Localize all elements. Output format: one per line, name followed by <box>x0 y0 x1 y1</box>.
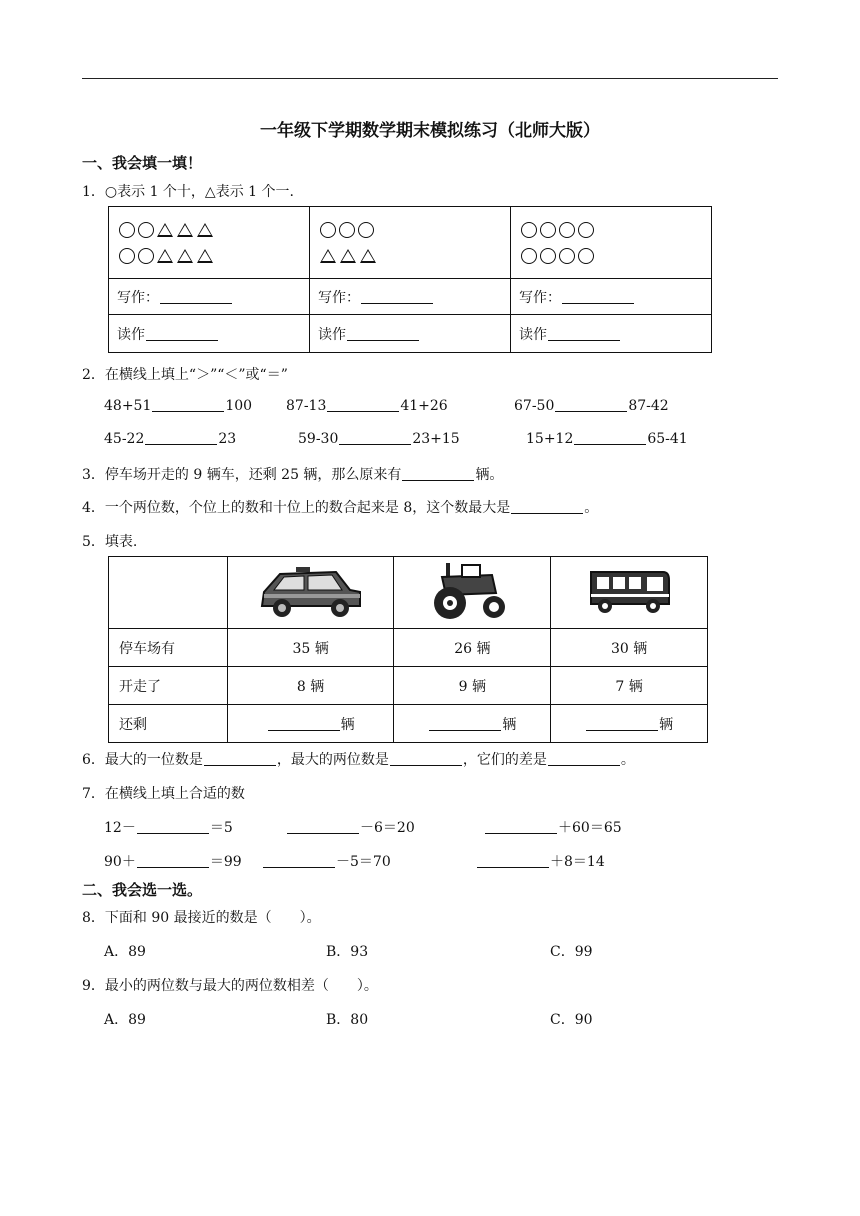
tractor-image-cell <box>394 557 551 629</box>
vehicle-table <box>108 556 708 743</box>
equation-item: ＋60＝65 <box>484 817 622 837</box>
answer-blank[interactable] <box>548 751 620 766</box>
answer-blank[interactable] <box>555 397 627 412</box>
answer-blank[interactable] <box>477 853 549 868</box>
car-icon <box>256 562 366 620</box>
equation-item: －5＝70 <box>262 851 391 871</box>
answer-blank[interactable] <box>485 819 557 834</box>
triangle-icon <box>340 249 356 263</box>
triangle-icon <box>320 249 336 263</box>
answer-blank[interactable] <box>137 853 209 868</box>
circle-icon <box>540 222 556 238</box>
triangle-icon <box>177 249 193 263</box>
answer-blank[interactable] <box>327 397 399 412</box>
option-c[interactable]: C．90 <box>550 1012 593 1028</box>
circle-icon <box>358 222 374 238</box>
read-label: 读作 <box>318 326 346 343</box>
read-cell-1[interactable] <box>109 315 310 353</box>
tractor-icon <box>432 559 512 623</box>
answer-blank[interactable] <box>361 289 433 304</box>
answer-blank[interactable] <box>562 289 634 304</box>
answer-blank[interactable] <box>204 751 276 766</box>
circle-icon <box>559 222 575 238</box>
bus-icon <box>587 566 671 616</box>
question-1-text: 1．○表示 1 个十，△表示 1 个一. <box>82 184 294 200</box>
question-8-text: 8．下面和 90 最接近的数是（ ）。 <box>82 910 321 926</box>
question-4: 4．一个两位数，个位上的数和十位上的数合起来是 8，这个数最大是 。 <box>82 500 599 516</box>
question-6: 6．最大的一位数是 ，最大的两位数是 ，它们的差是 。 <box>82 752 635 768</box>
corner-cell <box>109 557 228 629</box>
triangle-icon <box>157 249 173 263</box>
circle-icon <box>578 222 594 238</box>
header-rule <box>82 78 778 79</box>
answer-blank[interactable] <box>574 430 646 445</box>
question-3: 3．停车场开走的 9 辆车，还剩 25 辆，那么原来有 辆。 <box>82 467 504 483</box>
answer-blank[interactable] <box>347 326 419 341</box>
write-label: 写作： <box>318 289 360 306</box>
read-label: 读作 <box>519 326 547 343</box>
bus-image-cell <box>551 557 708 629</box>
compare-item: 67-50 87-42 <box>514 398 669 414</box>
option-b[interactable]: B．80 <box>326 1012 369 1028</box>
question-2-text: 2．在横线上填上“＞”“＜”或“＝” <box>82 367 288 383</box>
read-label: 读作 <box>117 326 145 343</box>
circle-icon <box>138 248 154 264</box>
triangle-icon <box>197 223 213 237</box>
picture-cell-1 <box>109 207 310 279</box>
read-cell-2[interactable] <box>310 315 511 353</box>
option-c[interactable]: C．99 <box>550 944 593 960</box>
answer-blank[interactable] <box>146 326 218 341</box>
write-cell-2[interactable] <box>310 279 511 315</box>
write-label: 写作： <box>519 289 561 306</box>
picture-cell-3 <box>511 207 712 279</box>
triangle-icon <box>177 223 193 237</box>
question-1-table <box>108 206 712 353</box>
value-cell: 35 辆 <box>227 629 394 667</box>
picture-cell-2 <box>310 207 511 279</box>
question-9-text: 9．最小的两位数与最大的两位数相差（ ）。 <box>82 978 378 994</box>
answer-blank[interactable] <box>160 289 232 304</box>
circle-icon <box>320 222 336 238</box>
answer-blank[interactable] <box>511 499 583 514</box>
circle-icon <box>119 248 135 264</box>
write-cell-1[interactable] <box>109 279 310 315</box>
write-label: 写作： <box>117 289 159 306</box>
read-cell-3[interactable] <box>511 315 712 353</box>
circle-icon <box>540 248 556 264</box>
value-cell: 30 辆 <box>551 629 708 667</box>
compare-item: 15+12 65-41 <box>526 431 688 447</box>
equation-item: 90＋ ＝99 <box>104 854 242 870</box>
answer-blank[interactable] <box>548 326 620 341</box>
answer-blank[interactable] <box>268 716 340 731</box>
option-a[interactable]: A．89 <box>104 1012 146 1028</box>
row-label: 还剩 <box>109 705 228 743</box>
section-1-heading: 一、我会填一填！ <box>82 154 203 172</box>
circle-icon <box>559 248 575 264</box>
answer-blank[interactable] <box>429 716 501 731</box>
car-image-cell <box>227 557 394 629</box>
compare-item: 45-22 23 <box>104 431 237 447</box>
question-5-text: 5．填表. <box>82 534 138 550</box>
value-cell: 8 辆 <box>227 667 394 705</box>
answer-blank[interactable] <box>287 819 359 834</box>
question-7-text: 7．在横线上填上合适的数 <box>82 786 245 802</box>
compare-item: 48+51 100 <box>104 398 253 414</box>
option-a[interactable]: A．89 <box>104 944 146 960</box>
answer-blank[interactable] <box>145 430 217 445</box>
triangle-icon <box>360 249 376 263</box>
answer-blank[interactable] <box>402 466 474 481</box>
circle-icon <box>578 248 594 264</box>
triangle-icon <box>197 249 213 263</box>
answer-blank[interactable] <box>390 751 462 766</box>
equation-item: －6＝20 <box>286 817 415 837</box>
remaining-cell[interactable]: 辆 <box>551 705 708 743</box>
remaining-cell[interactable]: 辆 <box>227 705 394 743</box>
circle-icon <box>521 222 537 238</box>
triangle-icon <box>157 223 173 237</box>
answer-blank[interactable] <box>263 853 335 868</box>
answer-blank[interactable] <box>137 819 209 834</box>
equation-item: ＋8＝14 <box>476 851 605 871</box>
circle-icon <box>521 248 537 264</box>
compare-item: 59-30 23+15 <box>298 431 460 447</box>
value-cell: 7 辆 <box>551 667 708 705</box>
answer-blank[interactable] <box>152 397 224 412</box>
row-label: 停车场有 <box>109 629 228 667</box>
value-cell: 26 辆 <box>394 629 551 667</box>
option-b[interactable]: B．93 <box>326 944 369 960</box>
equation-item: 12－ ＝5 <box>104 820 233 836</box>
section-2-heading: 二、我会选一选。 <box>82 881 203 899</box>
answer-blank[interactable] <box>586 716 658 731</box>
row-label: 开走了 <box>109 667 228 705</box>
circle-icon <box>339 222 355 238</box>
circle-icon <box>138 222 154 238</box>
page-title: 一年级下学期数学期末模拟练习（北师大版） <box>260 121 600 141</box>
circle-icon <box>119 222 135 238</box>
compare-item: 87-13 41+26 <box>286 398 448 414</box>
write-cell-3[interactable] <box>511 279 712 315</box>
value-cell: 9 辆 <box>394 667 551 705</box>
remaining-cell[interactable]: 辆 <box>394 705 551 743</box>
answer-blank[interactable] <box>339 430 411 445</box>
